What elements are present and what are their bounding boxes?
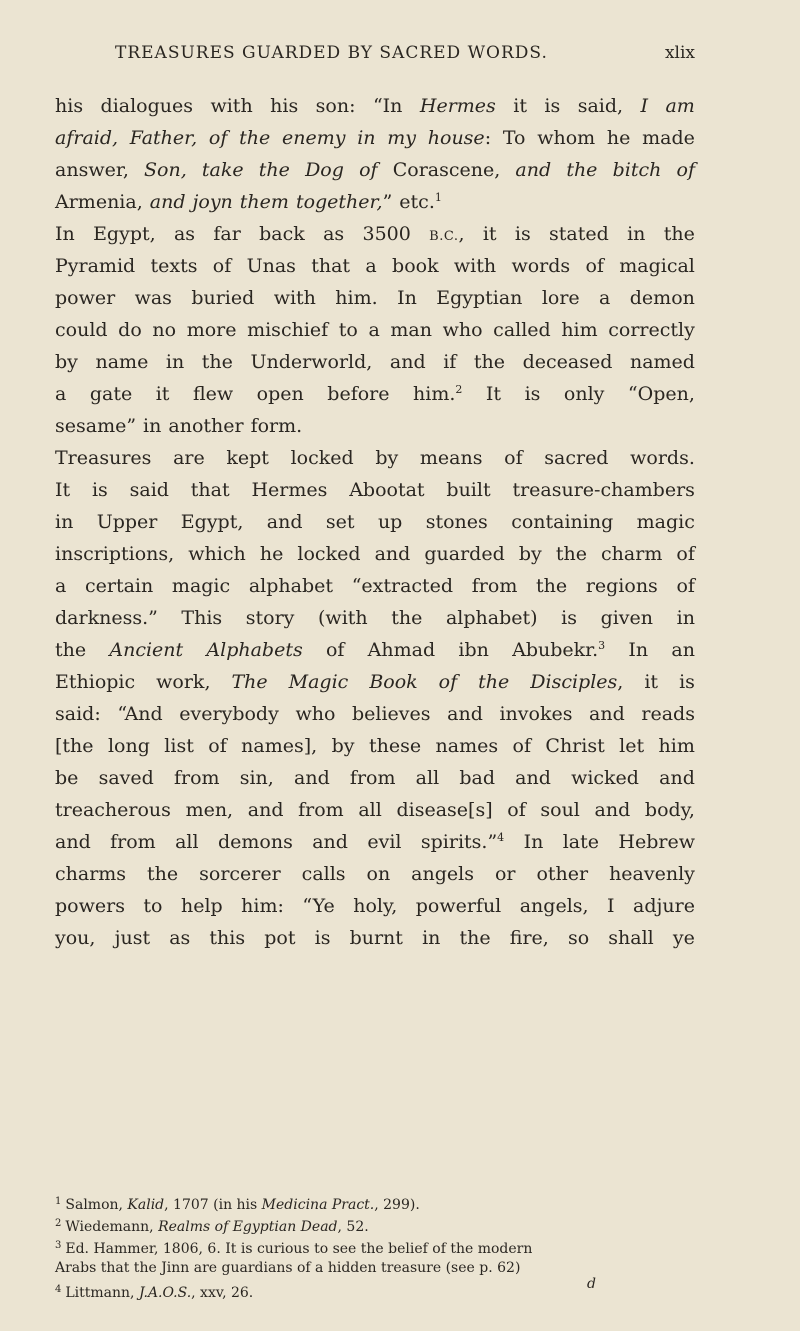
text-line: Armenia, and joyn them together,” etc.$^1$ — [55, 191, 442, 213]
text-line: by name in the Underworld, and if the deceased named — [55, 351, 695, 373]
page-number: xlix — [664, 43, 695, 63]
footnote: Arabs that the Jinn are guardians of a hidden treasure (see p. 62) — [55, 1260, 521, 1276]
footnotes — [55, 1191, 695, 1301]
text-line: Ethiopic work, The Magic Book of the Disciples, it is — [55, 671, 695, 693]
text-line: you, just as this pot is burnt in the fire, so shall ye — [55, 927, 695, 949]
text-line: Pyramid texts of Unas that a book with words of magical — [55, 255, 695, 277]
text-line: It is said that Hermes Abootat built treasure-chambers — [55, 479, 695, 501]
footnote: $^1$ Salmon, Kalid, 1707 (in his Medicina Pract., 299). — [55, 1196, 420, 1213]
text-line: be saved from sin, and from all bad and wicked and — [55, 767, 695, 789]
text-line: the Ancient Alphabets of Ahmad ibn Abubekr.$^3$ In an — [55, 639, 695, 661]
text-line: powers to help him: “Ye holy, powerful angels, I adjure — [55, 895, 695, 917]
text-line: inscriptions, which he locked and guarded by the charm of — [55, 543, 695, 565]
running-head — [115, 43, 695, 69]
text-line: Treasures are kept locked by means of sacred words. — [55, 447, 695, 469]
text-line: answer, Son, take the Dog of Corascene, and the bitch of — [55, 159, 695, 181]
running-head-title: TREASURES GUARDED BY SACRED WORDS. — [115, 43, 548, 63]
text-line: darkness.” This story (with the alphabet) is given in — [55, 607, 695, 629]
footnote: $^2$ Wiedemann, Realms of Egyptian Dead, 52. — [55, 1218, 369, 1235]
text-line: afraid, Father, of the enemy in my house: To whom he made — [55, 127, 695, 149]
text-line: treacherous men, and from all disease[s] of soul and body, — [55, 799, 695, 821]
text-line: his dialogues with his son: “In Hermes it is said, I am — [55, 95, 695, 117]
text-line: charms the sorcerer calls on angels or other heavenly — [55, 863, 695, 885]
body-text — [55, 90, 695, 954]
text-line: a certain magic alphabet “extracted from the regions of — [55, 575, 695, 597]
signature-mark: d — [587, 1276, 596, 1292]
text-line: a gate it flew open before him.$^2$ It is only “Open, — [55, 383, 695, 405]
text-line: power was buried with him. In Egyptian lore a demon — [55, 287, 695, 309]
text-line: said: “And everybody who believes and invokes and reads — [55, 703, 695, 725]
text-line: sesame” in another form. — [55, 415, 303, 437]
footnote: $^4$ Littmann, J.A.O.S., xxv, 26. — [55, 1284, 254, 1301]
text-line: in Upper Egypt, and set up stones containing magic — [55, 511, 695, 533]
text-line: could do no more mischief to a man who called him correctly — [55, 319, 695, 341]
text-line: [the long list of names], by these names of Christ let him — [55, 735, 695, 757]
footnote: $^3$ Ed. Hammer, 1806, 6. It is curious to see the belief of the modern — [55, 1240, 533, 1257]
text-line: In Egypt, as far back as 3500 B.C., it is stated in the — [55, 223, 695, 245]
text-line: and from all demons and evil spirits.”$^4$ In late Hebrew — [55, 831, 695, 853]
